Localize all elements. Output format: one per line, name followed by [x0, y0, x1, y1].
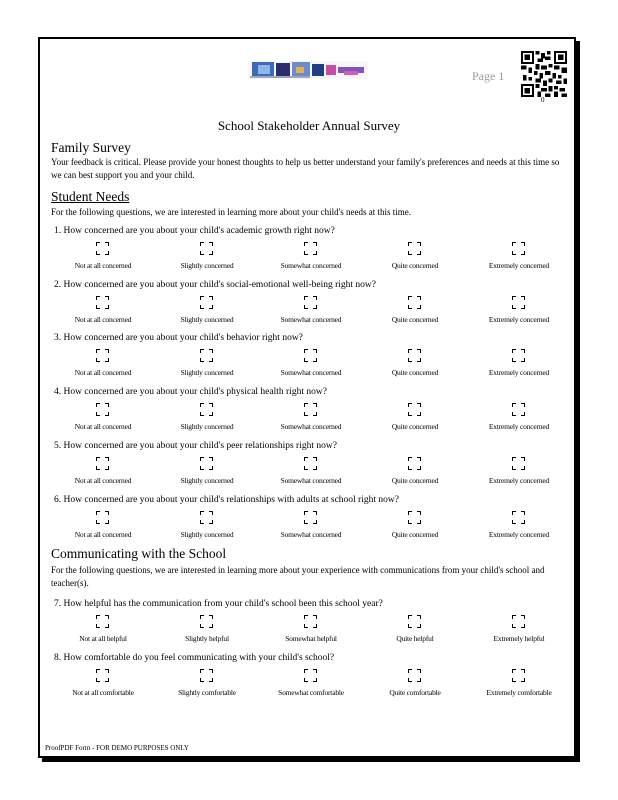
student-needs-heading: Student Needs	[51, 189, 130, 204]
option-label: Not at all concerned	[74, 530, 132, 539]
radio-button[interactable]	[200, 349, 213, 362]
question-6-option[interactable]	[259, 510, 363, 542]
question-5-option[interactable]	[467, 456, 571, 488]
question-2-option[interactable]	[259, 295, 363, 327]
survey-page	[38, 37, 576, 758]
radio-button[interactable]	[408, 457, 421, 470]
option-label: Somewhat concerned	[280, 261, 342, 270]
question-3: 3. How concerned are you about your child's behavior right now?	[54, 333, 303, 343]
radio-button[interactable]	[96, 349, 109, 362]
radio-button[interactable]	[512, 669, 525, 682]
option-label: Quite helpful	[396, 634, 434, 643]
question-1-option[interactable]	[467, 241, 571, 273]
option-label: Slightly concerned	[180, 476, 234, 485]
radio-button[interactable]	[512, 457, 525, 470]
option-label: Somewhat concerned	[280, 530, 342, 539]
question-4-option[interactable]	[155, 402, 259, 434]
radio-button[interactable]	[512, 349, 525, 362]
question-6-option[interactable]	[155, 510, 259, 542]
question-8-option[interactable]	[363, 668, 467, 700]
question-7-option[interactable]	[51, 614, 155, 646]
radio-button[interactable]	[408, 296, 421, 309]
option-label: Extremely concerned	[488, 368, 550, 377]
family-survey-intro: Your feedback is critical. Please provide your honest thoughts to help us better understand your family's preferences and needs at this time so we can best support you and your child.	[51, 157, 560, 180]
question-4-option[interactable]	[259, 402, 363, 434]
option-label: Slightly concerned	[180, 530, 234, 539]
question-8-option[interactable]	[51, 668, 155, 700]
option-label: Quite concerned	[391, 368, 439, 377]
option-label: Slightly comfortable	[178, 688, 236, 697]
question-6-option[interactable]	[51, 510, 155, 542]
survey-title: School Stakeholder Annual Survey	[217, 118, 401, 133]
radio-button[interactable]	[512, 296, 525, 309]
question-6: 6. How concerned are you about your child's relationships with adults at school right now?	[54, 495, 399, 505]
question-8-option[interactable]	[155, 668, 259, 700]
communicating-heading: Communicating with the School	[51, 546, 227, 561]
radio-button[interactable]	[200, 669, 213, 682]
radio-button[interactable]	[512, 242, 525, 255]
option-label: Not at all concerned	[74, 261, 132, 270]
question-7-options	[51, 614, 571, 646]
page-number: Page 1	[472, 69, 505, 83]
radio-button[interactable]	[512, 511, 525, 524]
question-1-option[interactable]	[363, 241, 467, 273]
radio-button[interactable]	[304, 403, 317, 416]
radio-button[interactable]	[200, 511, 213, 524]
option-label: Extremely concerned	[488, 315, 550, 324]
radio-button[interactable]	[200, 242, 213, 255]
option-label: Quite concerned	[391, 422, 439, 431]
page-shadow-right	[576, 41, 580, 762]
question-6-option[interactable]	[363, 510, 467, 542]
option-label: Slightly concerned	[180, 422, 234, 431]
page-shadow-bottom	[42, 758, 580, 762]
radio-button[interactable]	[304, 615, 317, 628]
radio-button[interactable]	[96, 669, 109, 682]
communicating-intro: For the following questions, we are interested in learning more about your experience with communications from your child's school and teacher(s).	[51, 565, 545, 588]
question-5-option[interactable]	[363, 456, 467, 488]
question-2: 2. How concerned are you about your child's social-emotional well-being right now?	[54, 280, 376, 290]
question-4-options	[51, 402, 571, 434]
option-label: Somewhat concerned	[280, 368, 342, 377]
option-label: Slightly helpful	[185, 634, 229, 643]
question-2-option[interactable]	[155, 295, 259, 327]
question-8-option[interactable]	[259, 668, 363, 700]
option-label: Somewhat concerned	[280, 422, 342, 431]
option-label: Not at all concerned	[74, 368, 132, 377]
radio-button[interactable]	[512, 615, 525, 628]
radio-button[interactable]	[408, 669, 421, 682]
question-8-option[interactable]	[467, 668, 571, 700]
question-2-option[interactable]	[51, 295, 155, 327]
radio-button[interactable]	[200, 615, 213, 628]
radio-button[interactable]	[96, 296, 109, 309]
question-6-options	[51, 510, 571, 542]
family-survey-heading: Family Survey	[51, 140, 131, 155]
question-3-option[interactable]	[259, 348, 363, 380]
radio-button[interactable]	[408, 242, 421, 255]
option-label: Quite concerned	[391, 476, 439, 485]
radio-button[interactable]	[200, 296, 213, 309]
option-label: Somewhat helpful	[285, 634, 337, 643]
question-3-options	[51, 348, 571, 380]
radio-button[interactable]	[304, 457, 317, 470]
option-label: Not at all concerned	[74, 422, 132, 431]
student-needs-intro: For the following questions, we are interested in learning more about your child's needs at this time.	[51, 207, 412, 217]
question-3-option[interactable]	[363, 348, 467, 380]
question-4-option[interactable]	[467, 402, 571, 434]
option-label: Slightly concerned	[180, 315, 234, 324]
question-3-option[interactable]	[155, 348, 259, 380]
question-2-options	[51, 295, 571, 327]
radio-button[interactable]	[304, 349, 317, 362]
question-2-option[interactable]	[467, 295, 571, 327]
option-label: Extremely concerned	[488, 476, 550, 485]
option-label: Extremely helpful	[493, 634, 545, 643]
question-4-option[interactable]	[363, 402, 467, 434]
option-label: Somewhat concerned	[280, 476, 342, 485]
qr-number: 0	[541, 96, 545, 104]
radio-button[interactable]	[304, 669, 317, 682]
radio-button[interactable]	[200, 403, 213, 416]
question-1-option[interactable]	[259, 241, 363, 273]
question-1: 1. How concerned are you about your child's academic growth right now?	[54, 226, 335, 236]
question-3-option[interactable]	[51, 348, 155, 380]
radio-button[interactable]	[304, 296, 317, 309]
question-1-options	[51, 241, 571, 273]
option-label: Slightly concerned	[180, 368, 234, 377]
radio-button[interactable]	[408, 615, 421, 628]
option-label: Not at all helpful	[79, 634, 127, 643]
question-3-option[interactable]	[467, 348, 571, 380]
question-5-options	[51, 456, 571, 488]
radio-button[interactable]	[96, 403, 109, 416]
question-8: 8. How comfortable do you feel communicating with your child's school?	[54, 653, 335, 663]
option-label: Quite concerned	[391, 261, 439, 270]
radio-button[interactable]	[408, 349, 421, 362]
option-label: Extremely concerned	[488, 422, 550, 431]
option-label: Not at all concerned	[74, 315, 132, 324]
option-label: Not at all comfortable	[72, 688, 134, 697]
question-6-option[interactable]	[467, 510, 571, 542]
radio-button[interactable]	[304, 242, 317, 255]
question-7-option[interactable]	[155, 614, 259, 646]
question-7: 7. How helpful has the communication from your child's school been this school year?	[54, 599, 383, 609]
question-4: 4. How concerned are you about your child's physical health right now?	[54, 387, 327, 397]
radio-button[interactable]	[96, 511, 109, 524]
radio-button[interactable]	[96, 457, 109, 470]
qr-code	[521, 51, 567, 97]
option-label: Somewhat comfortable	[278, 688, 344, 697]
radio-button[interactable]	[408, 511, 421, 524]
radio-button[interactable]	[304, 511, 317, 524]
question-5: 5. How concerned are you about your child's peer relationships right now?	[54, 441, 337, 451]
option-label: Extremely concerned	[488, 530, 550, 539]
question-1-option[interactable]	[51, 241, 155, 273]
radio-button[interactable]	[96, 242, 109, 255]
school-logo	[248, 59, 368, 81]
question-8-options	[51, 668, 571, 700]
option-label: Somewhat concerned	[280, 315, 342, 324]
question-5-option[interactable]	[155, 456, 259, 488]
option-label: Not at all concerned	[74, 476, 132, 485]
option-label: Extremely comfortable	[486, 688, 552, 697]
option-label: Slightly concerned	[180, 261, 234, 270]
question-1-option[interactable]	[155, 241, 259, 273]
question-5-option[interactable]	[51, 456, 155, 488]
radio-button[interactable]	[408, 403, 421, 416]
question-7-option[interactable]	[467, 614, 571, 646]
question-2-option[interactable]	[363, 295, 467, 327]
option-label: Quite comfortable	[389, 688, 441, 697]
question-7-option[interactable]	[363, 614, 467, 646]
demo-footer: ProofPDF Form - FOR DEMO PURPOSES ONLY	[45, 744, 189, 752]
option-label: Quite concerned	[391, 315, 439, 324]
radio-button[interactable]	[512, 403, 525, 416]
option-label: Extremely concerned	[488, 261, 550, 270]
radio-button[interactable]	[96, 615, 109, 628]
radio-button[interactable]	[200, 457, 213, 470]
option-label: Quite concerned	[391, 530, 439, 539]
question-7-option[interactable]	[259, 614, 363, 646]
question-5-option[interactable]	[259, 456, 363, 488]
question-4-option[interactable]	[51, 402, 155, 434]
